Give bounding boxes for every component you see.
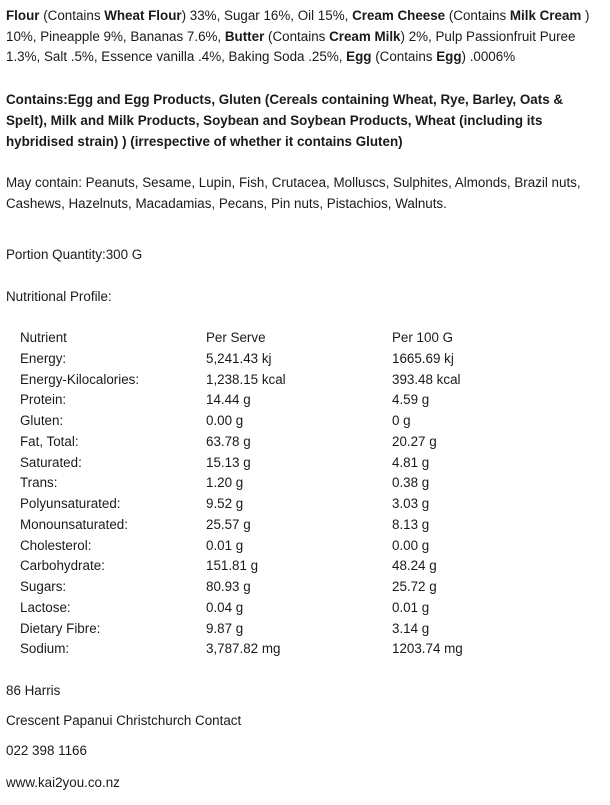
nutrient-name: Sodium: — [20, 641, 70, 657]
address-line-2: Crescent Papanui Christchurch Contact — [6, 712, 242, 728]
contact-phone: 022 398 1166 — [6, 742, 87, 758]
nutrition-row — [20, 369, 552, 390]
nutrient-name: Trans: — [20, 475, 58, 491]
per-serve-value: 151.81 g — [206, 558, 259, 574]
ingredient-allergen-highlight: Milk Cream — [509, 8, 582, 23]
per-100g-value: 0.38 g — [392, 475, 430, 491]
per-serve-value: 0.00 g — [206, 413, 244, 428]
ingredient-text: ) 10%, Pineapple 9%, Bananas 7.6%, — [6, 8, 590, 44]
per-serve-value: 0.04 g — [206, 599, 244, 615]
per-serve-value: 63.78 g — [206, 433, 251, 449]
per-100g-value: 4.81 g — [392, 454, 430, 470]
nutrition-rows — [20, 348, 552, 659]
nutrition-row — [20, 452, 552, 473]
nutrient-name: Lactose: — [20, 599, 71, 615]
address-line-1: 86 Harris — [6, 682, 61, 698]
ingredient-text: ) 2%, Pulp Passionfruit Puree 1.3%, Salt .5%, Essence vanilla .4%, Baking Soda .25%, — [6, 28, 576, 65]
nutrition-row — [20, 535, 552, 556]
portion-quantity: Portion Quantity:300 G — [6, 246, 143, 262]
per-100g-value: 8.13 g — [392, 516, 430, 532]
nutrient-name: Energy-Kilocalories: — [20, 371, 140, 387]
nutrient-name: Cholesterol: — [20, 537, 92, 553]
nutrition-row — [20, 390, 552, 411]
per-serve-value: 25.57 g — [206, 516, 251, 532]
nutrition-row — [20, 348, 552, 369]
per-serve-value: 3,787.82 mg — [206, 641, 281, 657]
ingredient-allergen-highlight: Wheat Flour — [104, 8, 182, 23]
ingredient-text: (Contains — [264, 28, 330, 44]
nutrient-name: Energy: — [20, 350, 67, 366]
per-100g-value: 0 g — [392, 413, 411, 428]
nutrition-row — [20, 597, 552, 618]
product-info-document — [6, 6, 606, 793]
nutrition-header-row — [20, 328, 552, 349]
nutrient-name: Monounsaturated: — [20, 516, 128, 532]
per-100g-value: 0.00 g — [392, 537, 430, 553]
nutrition-row — [20, 514, 552, 535]
ingredient-allergen-highlight: Egg — [436, 49, 462, 65]
per-100g-value: 1203.74 mg — [392, 641, 463, 657]
nutrient-name: Gluten: — [20, 413, 64, 428]
ingredient-allergen-highlight: Cream Milk — [329, 28, 401, 44]
per-serve-value: 15.13 g — [206, 454, 251, 470]
column-header-nutrient: Nutrient — [20, 330, 67, 345]
per-100g-value: 3.14 g — [392, 620, 430, 636]
nutrition-row — [20, 431, 552, 452]
ingredient-allergen-highlight: Butter — [224, 28, 265, 44]
ingredient-allergen-highlight: Cream Cheese — [352, 8, 446, 23]
per-serve-value: 14.44 g — [206, 392, 251, 408]
nutrition-row — [20, 494, 552, 515]
nutrient-name: Sugars: — [20, 579, 67, 594]
ingredient-text: (Contains — [39, 8, 105, 23]
per-serve-value: 80.93 g — [206, 579, 251, 594]
per-100g-value: 393.48 kcal — [392, 371, 461, 387]
per-100g-value: 0.01 g — [392, 599, 430, 615]
nutrition-row — [20, 556, 552, 577]
per-serve-value: 1.20 g — [206, 475, 244, 491]
nutrient-name: Carbohydrate: — [20, 558, 105, 574]
ingredient-text: ) 33%, Sugar 16%, Oil 15%, — [181, 8, 353, 23]
ingredient-text: (Contains — [445, 8, 510, 23]
per-serve-value: 1,238.15 kcal — [206, 371, 286, 387]
nutrition-row — [20, 411, 552, 432]
nutrient-name: Dietary Fibre: — [20, 620, 101, 636]
per-serve-value: 9.87 g — [206, 620, 244, 636]
per-100g-value: 1665.69 kj — [392, 350, 454, 366]
nutrition-row — [20, 618, 552, 639]
per-serve-value: 9.52 g — [206, 496, 244, 511]
nutrient-name: Protein: — [20, 392, 67, 408]
ingredients-list — [6, 6, 606, 68]
ingredient-allergen-highlight: Egg — [346, 49, 372, 65]
ingredient-text: ) .0006% — [461, 49, 516, 65]
nutrient-name: Polyunsaturated: — [20, 496, 121, 511]
ingredient-allergen-highlight: Flour — [6, 8, 40, 23]
per-100g-value: 3.03 g — [392, 496, 430, 511]
nutrition-row — [20, 577, 552, 598]
nutritional-profile-heading: Nutritional Profile: — [6, 288, 112, 304]
per-100g-value: 48.24 g — [392, 558, 437, 574]
column-header-per-serve: Per Serve — [206, 330, 266, 345]
per-100g-value: 25.72 g — [392, 579, 437, 594]
nutrition-row — [20, 473, 552, 494]
allergen-may-contain: May contain: Peanuts, Sesame, Lupin, Fish, Crutacea, Molluscs, Sulphites, Almonds, Brazil nuts, Cashews, Hazelnuts, Macadamias, Pecans, Pin nuts, Pistachios, Walnuts. — [6, 175, 581, 211]
nutrition-table — [20, 328, 552, 660]
column-header-per-100g: Per 100 G — [392, 330, 454, 345]
website-link[interactable]: www.kai2you.co.nz — [6, 774, 120, 790]
ingredient-text: (Contains — [371, 49, 437, 65]
per-100g-value: 4.59 g — [392, 392, 430, 408]
nutrient-name: Fat, Total: — [20, 433, 79, 449]
nutrition-row — [20, 639, 552, 660]
per-serve-value: 5,241.43 kj — [206, 350, 272, 366]
per-100g-value: 20.27 g — [392, 433, 437, 449]
per-serve-value: 0.01 g — [206, 537, 244, 553]
allergen-contains: Contains:Egg and Egg Products, Gluten (Cereals containing Wheat, Rye, Barley, Oats & Spelt), Milk and Milk Products, Soybean and Soybean Products, Wheat (including its hybridised strain) ) (irrespective of whether it contains Gluten) — [6, 92, 564, 149]
nutrient-name: Saturated: — [20, 454, 82, 470]
